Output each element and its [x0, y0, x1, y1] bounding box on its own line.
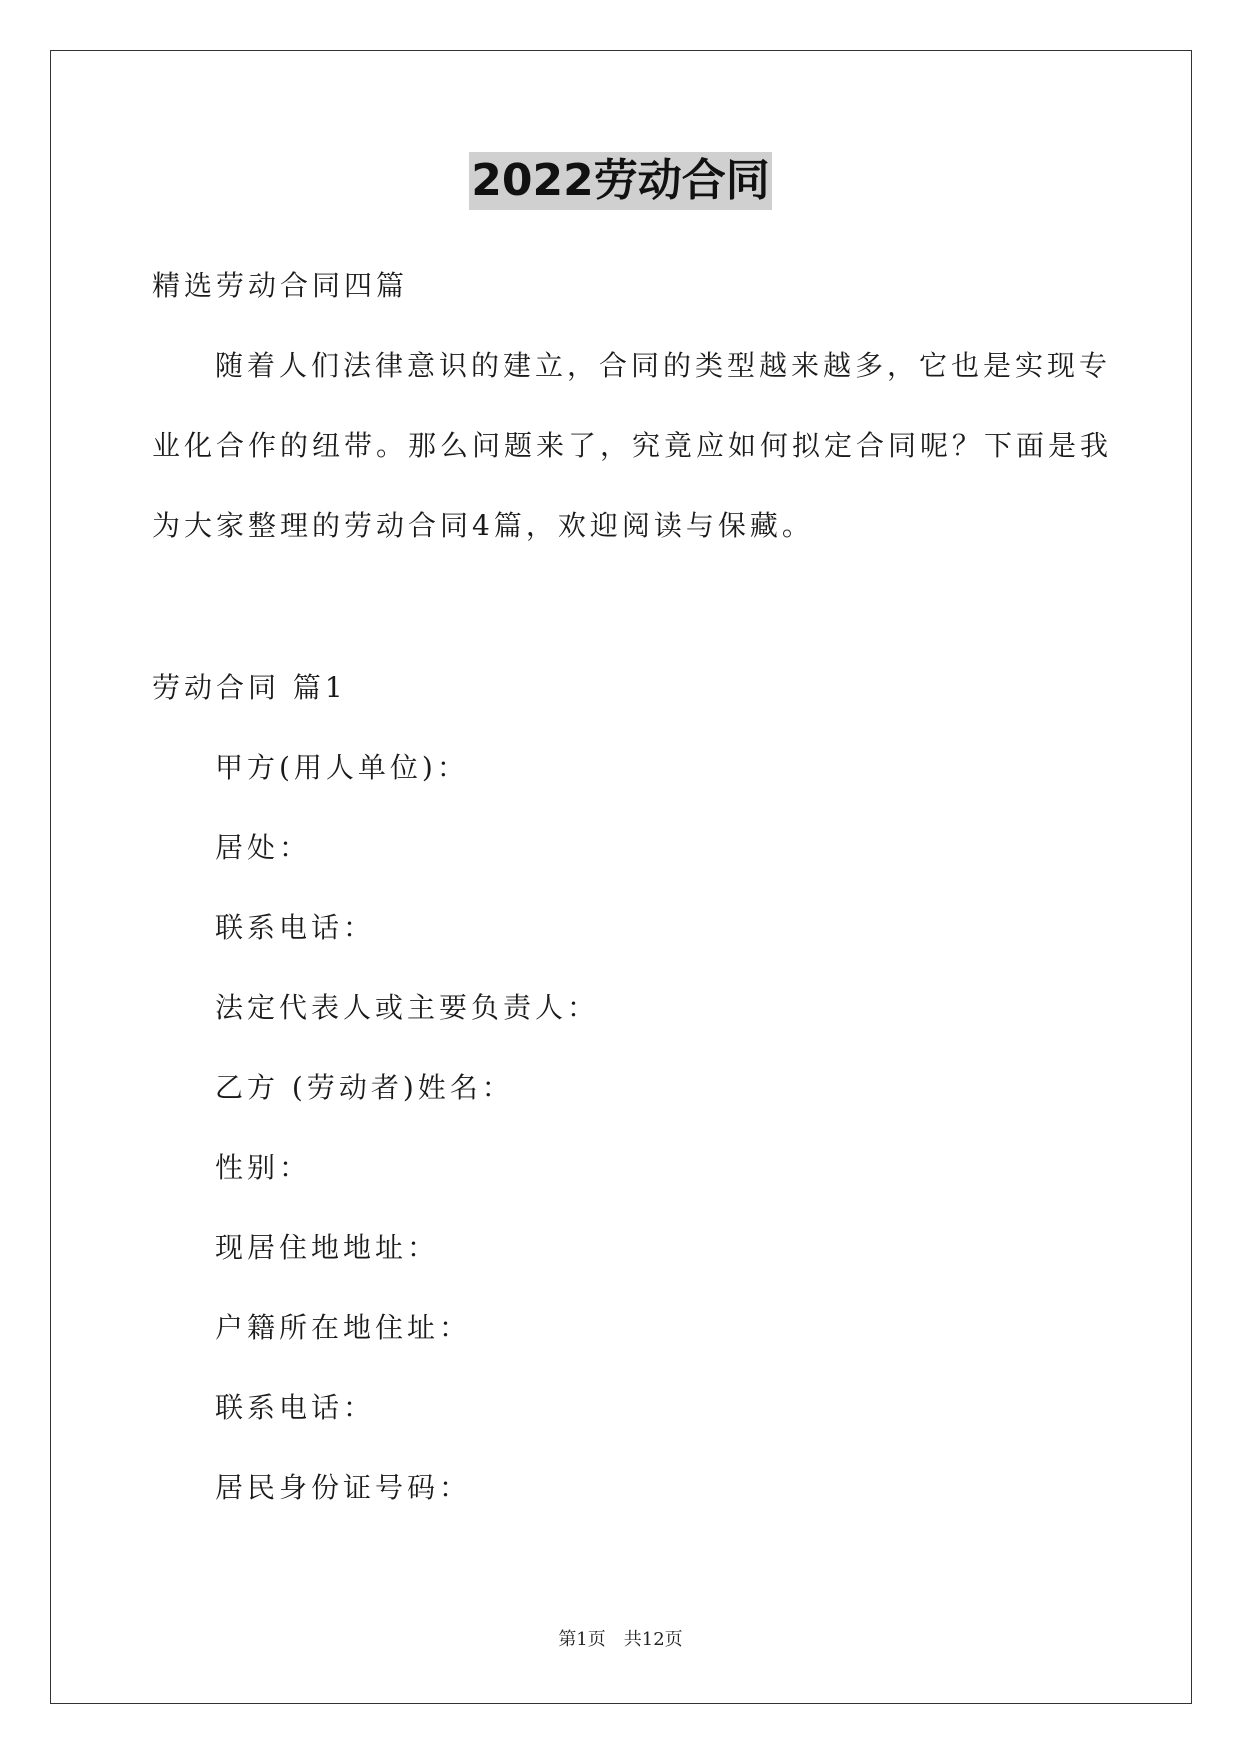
field-household-address: 户籍所在地住址： — [215, 1311, 472, 1344]
field-employer: 甲方(用人单位)： — [215, 751, 469, 784]
field-id-number: 居民身份证号码： — [215, 1471, 472, 1504]
intro-line-3: 为大家整理的劳动合同4篇，欢迎阅读与保藏。 — [152, 509, 814, 542]
field-employer-phone: 联系电话： — [215, 911, 376, 944]
field-residence: 居处： — [215, 831, 312, 864]
section-heading: 劳动合同 篇1 — [152, 671, 347, 704]
page-total: 共12页 — [623, 1629, 683, 1650]
document-subtitle: 精选劳动合同四篇 — [152, 269, 409, 302]
field-gender: 性别： — [215, 1151, 312, 1184]
field-current-address: 现居住地地址： — [215, 1231, 440, 1264]
field-legal-representative: 法定代表人或主要负责人： — [215, 991, 600, 1024]
intro-line-1: 随着人们法律意识的建立，合同的类型越来越多，它也是实现专 — [215, 349, 1112, 382]
title-container — [0, 152, 1241, 210]
field-employee-phone: 联系电话： — [215, 1391, 376, 1424]
page-number: 第1页 — [558, 1629, 606, 1650]
field-employee-name: 乙方 (劳动者)姓名： — [215, 1071, 514, 1104]
document-title: 2022劳动合同 — [469, 152, 771, 210]
intro-line-2: 业化合作的纽带。那么问题来了，究竟应如何拟定合同呢？下面是我 — [152, 429, 1113, 462]
page-footer — [0, 1628, 1241, 1652]
